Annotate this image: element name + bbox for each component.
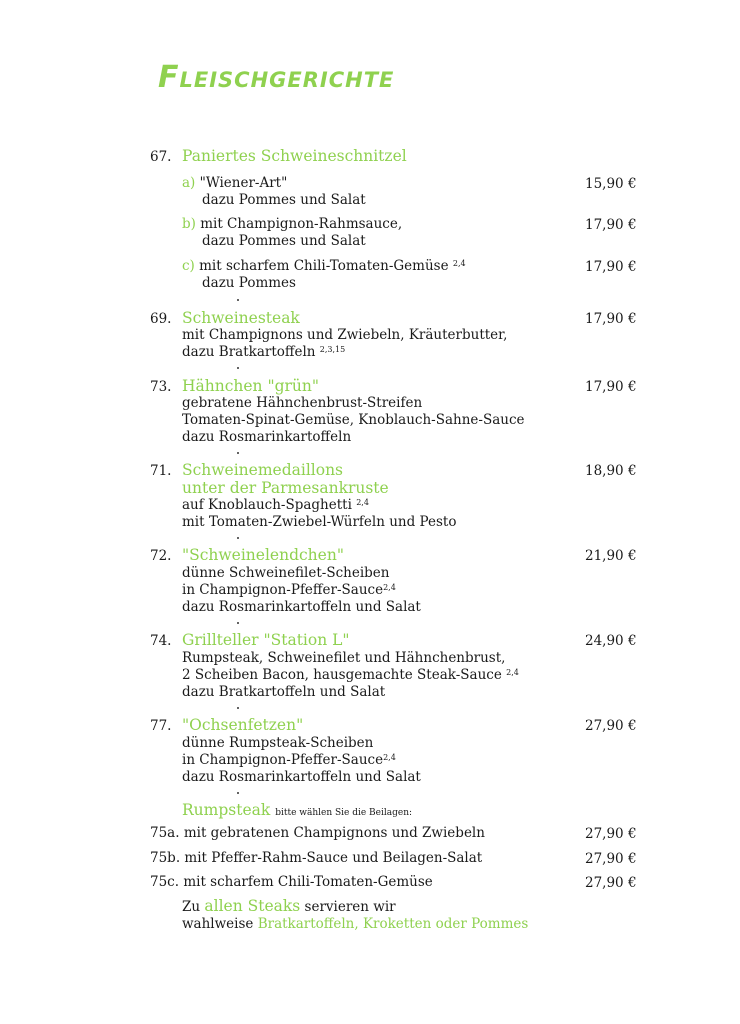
item-desc: dazu Rosmarinkartoffeln und Salat: [182, 599, 421, 615]
variant-line: [182, 258, 466, 275]
item-desc-line: [182, 667, 519, 684]
rumpsteak-option: [150, 874, 433, 891]
option-number: 75b.: [150, 850, 181, 866]
separator-dot: [237, 452, 239, 454]
item-desc: in Champignon-Pfeffer-Sauce: [182, 752, 384, 768]
variant-detail: dazu Pommes: [202, 275, 296, 291]
variant-text: mit Champignon-Rahmsauce,: [200, 216, 403, 232]
rumpsteak-hint: bitte wählen Sie die Beilagen:: [275, 808, 413, 818]
item-desc: mit Champignons und Zwiebeln, Kräuterbutter,: [182, 327, 508, 343]
item-desc: dünne Rumpsteak-Scheiben: [182, 735, 374, 751]
variant-text: "Wiener-Art": [199, 175, 288, 191]
allergen-note: 2,4: [356, 498, 369, 507]
item-desc: dazu Rosmarinkartoffeln: [182, 429, 352, 445]
item-price: 17,90 €: [585, 379, 637, 395]
variant-line: [182, 175, 287, 192]
footer-wahlweise: wahlweise: [182, 916, 254, 932]
footer-allen-steaks: allen Steaks: [204, 897, 301, 915]
item-name: Schweinemedaillons: [182, 461, 344, 479]
variant-letter: a): [182, 175, 196, 191]
item-desc: dazu Bratkartoffeln: [182, 344, 316, 360]
page-title: Fleischgerichte: [158, 60, 395, 95]
rumpsteak-heading: [182, 801, 412, 822]
variant-letter: c): [182, 258, 195, 274]
footer-zu: Zu: [182, 899, 201, 915]
item-number: 72.: [150, 548, 172, 564]
item-price: 24,90 €: [585, 633, 637, 649]
item-name-line2: unter der Parmesankruste: [182, 479, 389, 497]
separator-dot: [237, 537, 239, 539]
allergen-note: 2,3,15: [319, 345, 346, 354]
option-number: 75c.: [150, 874, 180, 890]
variant-letter: b): [182, 216, 196, 232]
rumpsteak-option: [150, 850, 482, 867]
item-price: 17,90 €: [585, 311, 637, 327]
item-name: Grillteller "Station L": [182, 631, 350, 649]
option-price: 27,90 €: [585, 851, 637, 867]
allergen-note: 2,4: [383, 753, 396, 762]
item-price: 21,90 €: [585, 548, 637, 564]
option-price: 27,90 €: [585, 875, 637, 891]
variant-detail: dazu Pommes und Salat: [202, 233, 366, 249]
item-price: 15,90 €: [585, 176, 637, 192]
item-desc: Rumpsteak, Schweinefilet und Hähnchenbrust,: [182, 650, 506, 666]
item-desc-line: [182, 344, 345, 361]
item-name: Schweinesteak: [182, 309, 300, 327]
item-desc: mit Tomaten-Zwiebel-Würfeln und Pesto: [182, 514, 457, 530]
separator-dot: [237, 367, 239, 369]
item-price: 27,90 €: [585, 718, 637, 734]
separator-dot: [237, 792, 239, 794]
item-desc: dazu Rosmarinkartoffeln und Salat: [182, 769, 421, 785]
item-desc: 2 Scheiben Bacon, hausgemachte Steak-Sauce: [182, 667, 502, 683]
footer-beilagen: Bratkartoffeln, Kroketten oder Pommes: [257, 916, 529, 932]
footer-line-1: [182, 898, 396, 916]
separator-dot: [237, 622, 239, 624]
rumpsteak-name: Rumpsteak: [182, 801, 271, 819]
option-text: mit scharfem Chili-Tomaten-Gemüse: [183, 874, 433, 890]
option-text: mit gebratenen Champignons und Zwiebeln: [183, 825, 485, 841]
separator-dot: [237, 707, 239, 709]
allergen-note: 2,4: [383, 583, 396, 592]
item-name: "Ochsenfetzen": [182, 716, 304, 734]
allergen-note: 2,4: [452, 259, 466, 268]
item-desc: auf Knoblauch-Spaghetti: [182, 497, 352, 513]
item-number: 67.: [150, 149, 172, 165]
option-price: 27,90 €: [585, 826, 637, 842]
variant-line: [182, 216, 402, 233]
option-number: 75a.: [150, 825, 180, 841]
footer-line-2: [182, 916, 528, 933]
variant-detail: dazu Pommes und Salat: [202, 192, 366, 208]
item-price: 17,90 €: [585, 259, 637, 275]
variant-text: mit scharfem Chili-Tomaten-Gemüse: [199, 258, 449, 274]
footer-servieren: servieren wir: [304, 899, 396, 915]
item-number: 71.: [150, 463, 172, 479]
item-desc: in Champignon-Pfeffer-Sauce: [182, 582, 384, 598]
item-name: Paniertes Schweineschnitzel: [182, 147, 407, 165]
item-number: 73.: [150, 379, 172, 395]
rumpsteak-option: [150, 825, 485, 842]
item-number: 69.: [150, 311, 172, 327]
item-number: 74.: [150, 633, 172, 649]
item-number: 77.: [150, 718, 172, 734]
item-desc-line: [182, 582, 396, 599]
item-desc: dazu Bratkartoffeln und Salat: [182, 684, 386, 700]
item-name: Hähnchen "grün": [182, 377, 320, 395]
item-desc: gebratene Hähnchenbrust-Streifen: [182, 395, 423, 411]
item-desc: Tomaten-Spinat-Gemüse, Knoblauch-Sahne-Sauce: [182, 412, 525, 428]
item-desc: dünne Schweinefilet-Scheiben: [182, 565, 390, 581]
allergen-note: 2,4: [506, 668, 519, 677]
item-desc-line: [182, 752, 396, 769]
separator-dot: [237, 299, 239, 301]
item-desc-line: [182, 497, 369, 514]
item-price: 17,90 €: [585, 217, 637, 233]
item-price: 18,90 €: [585, 463, 637, 479]
option-text: mit Pfeffer-Rahm-Sauce und Beilagen-Salat: [184, 850, 483, 866]
item-name: "Schweinelendchen": [182, 546, 344, 564]
